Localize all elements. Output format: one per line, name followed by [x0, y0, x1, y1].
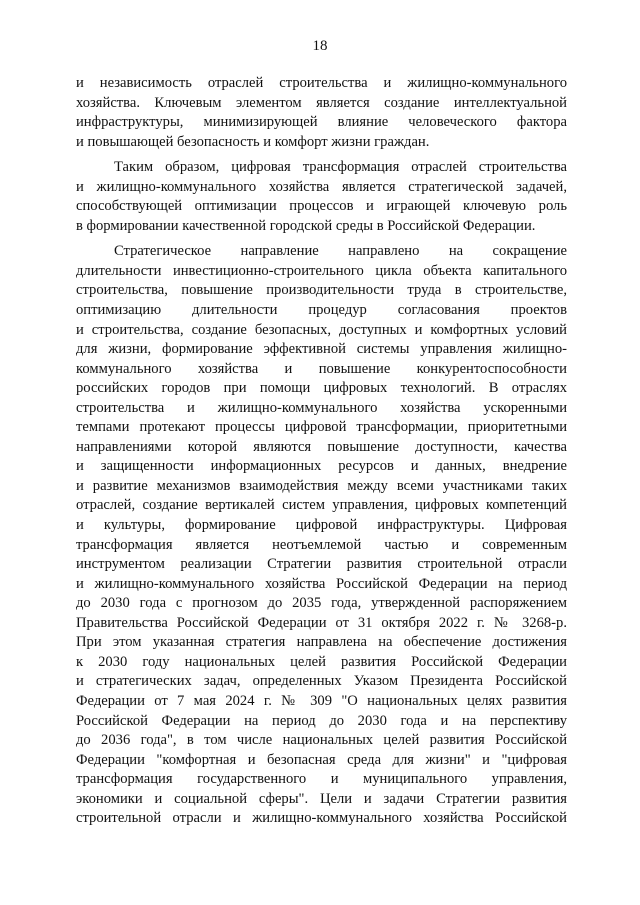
text-line: и защищенности информационных ресурсов и данных, внедрение [76, 458, 567, 475]
text-line: строительной отрасли и жилищно-коммунального хозяйства Российской [76, 810, 567, 827]
text-line: коммунального хозяйства и повышение конкурентоспособности [76, 360, 567, 377]
text-line: Правительства Российской Федерации от 31 октября 2022 г. № 3268-р. [76, 614, 567, 631]
text-line: направлениями которой являются повышение доступности, качества [76, 438, 567, 455]
text-line: темпами протекают процессы цифровой трансформации, приоритетными [76, 419, 567, 436]
text-line: способствующей оптимизации процессов и играющей ключевую роль [76, 198, 567, 215]
text-line: российских городов при помощи цифровых технологий. В отраслях [76, 380, 567, 397]
text-line: Федерации от 7 мая 2024 г. № 309 "О национальных целях развития [76, 692, 567, 709]
text-line: При этом указанная стратегия направлена на обеспечение достижения [76, 634, 567, 651]
text-line: и жилищно-коммунального хозяйства Российской Федерации на период [76, 575, 567, 592]
text-line: трансформация является неотъемлемой частью и современным [76, 536, 567, 553]
text-line: строительства, повышение производительности труда в строительстве, [76, 282, 567, 299]
text-line: и повышающей безопасность и комфорт жизни граждан. [76, 133, 430, 150]
text-line: инфраструктуры, минимизирующей влияние человеческого фактора [76, 114, 567, 131]
text-line: и независимость отраслей строительства и жилищно-коммунального [76, 75, 567, 91]
text-line: Таким образом, цифровая трансформация отраслей строительства [114, 159, 567, 176]
text-line: Российской Федерации на период до 2030 года и на перспективу [76, 712, 567, 729]
text-line: Стратегическое направление направлено на сокращение [114, 243, 567, 260]
text-line: и развитие механизмов взаимодействия между всеми участниками таких [76, 477, 567, 494]
text-line: строительства и жилищно-коммунального хозяйства ускоренными [76, 399, 567, 416]
text-line: и стратегических задач, определенных Указом Президента Российской [76, 673, 567, 690]
text-line: Федерации "комфортная и безопасная среда для жизни" и "цифровая [76, 751, 567, 768]
text-line: для жизни, формирование эффективной системы управления жилищно- [76, 341, 567, 358]
text-line: инструментом реализации Стратегии развития строительной отрасли [76, 556, 567, 573]
text-line: экономики и социальной сферы". Цели и задачи Стратегии развития [76, 790, 567, 807]
text-line: в формировании качественной городской среды в Российской Федерации. [76, 217, 536, 234]
paragraph-3 [76, 242, 567, 828]
document-body [76, 74, 567, 835]
text-line: и культуры, формирование цифровой инфраструктуры. Цифровая [76, 517, 567, 534]
text-line: длительности инвестиционно-строительного цикла объекта капитального [76, 262, 567, 279]
text-line: отраслей, создание вертикалей систем управления, цифровых компетенций [76, 497, 567, 514]
paragraph-2 [76, 158, 567, 236]
text-line: и строительства, создание безопасных, доступных и комфортных условий [76, 321, 567, 338]
paragraph-1 [76, 74, 567, 152]
text-line: хозяйства. Ключевым элементом является создание интеллектуальной [76, 94, 567, 111]
page-number: 18 [312, 38, 328, 54]
text-line: трансформация государственного и муниципального управления, [76, 771, 567, 788]
text-line: до 2030 года с прогнозом до 2035 года, утвержденной распоряжением [76, 595, 567, 612]
text-line: до 2036 года", в том числе национальных целей развития Российской [76, 732, 567, 749]
text-line: и жилищно-коммунального хозяйства является стратегической задачей, [76, 178, 567, 195]
text-line: оптимизацию длительности процедур согласования проектов [76, 302, 567, 319]
text-line: к 2030 году национальных целей развития Российской Федерации [76, 653, 567, 670]
